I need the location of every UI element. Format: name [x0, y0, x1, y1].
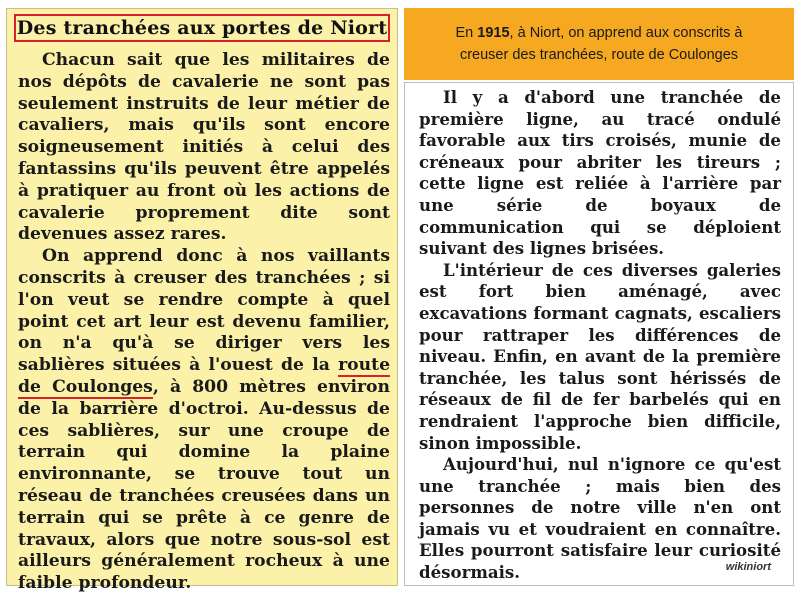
caption-year: 1915: [477, 25, 510, 41]
caption-line-1: [456, 22, 743, 44]
left-paragraph-2-end: , à 800 mètres environ de la barrière d'octroi. Au-dessus de ces sablières, sur une croupe de terrain qui domine la plaine environnante, se trouve tout un réseau de tranchées creusées dans un terrain qui se prête à ce genre de travaux, alors que notre sous-sol est ailleurs généralement rocheux à une faible profondeur.: [18, 376, 391, 594]
right-paragraph-3: Aujourd'hui, nul n'ignore ce qu'est une tranchée ; mais bien des personnes de notre ville n'en ont jamais vu et voudraient en connaître. Elles pourront satisfaire leur curiosité désormais.: [419, 454, 781, 583]
right-article-column: [404, 82, 794, 586]
left-paragraph-1: Chacun sait que les militaires de nos dépôts de cavalerie ne sont pas seulement instruits de leur métier de cavaliers, mais qu'ils sont encore soigneusement initiés à celui des fantassins qu'ils peuvent être appelés à pratiquer au front où les actions de cavalerie proprement dite sont devenues assez rares.: [18, 50, 390, 245]
caption-line-1-start: En: [455, 25, 478, 41]
caption-box: [404, 8, 794, 80]
headline-text: Des tranchées aux portes de Niort: [16, 17, 388, 39]
highlighted-route-name: route de Coulonges: [18, 355, 390, 397]
left-paragraph-2: [18, 246, 390, 595]
right-paragraph-2: L'intérieur de ces diverses galeries est fort bien aménagé, avec excavations formant cagnats, escaliers pour rattraper les différences de niveau. Enfin, en avant de la première tranchée, les talus sont hérissés de réseaux de fil de fer barbelés qui en rendraient l'approche bien difficile, sinon impossible.: [419, 259, 781, 453]
source-credit: wikiniort: [725, 561, 771, 573]
article-headline: [14, 14, 390, 42]
left-article-text: [18, 50, 390, 595]
right-paragraph-1: Il y a d'abord une tranchée de première ligne, au tracé ondulé favorable aux tirs croisés, munie de créneaux pour abriter les tireurs ; cette ligne est reliée à l'arrière par une série de boyaux de communication qui se déploient suivant des lignes brisées.: [419, 87, 781, 259]
caption-line-1-end: , à Niort, on apprend aux conscrits à: [509, 25, 743, 41]
right-article-text: [419, 87, 781, 584]
caption-line-2: creuser des tranchées, route de Coulonges: [459, 47, 739, 63]
left-paragraph-2-start: On apprend donc à nos vaillants conscrits à creuser des tranchées ; si l'on veut se rendre compte à quel point cet art leur est devenu familier, on n'a qu'à se diriger vers les sablières situées à l'ouest de la: [18, 246, 390, 376]
